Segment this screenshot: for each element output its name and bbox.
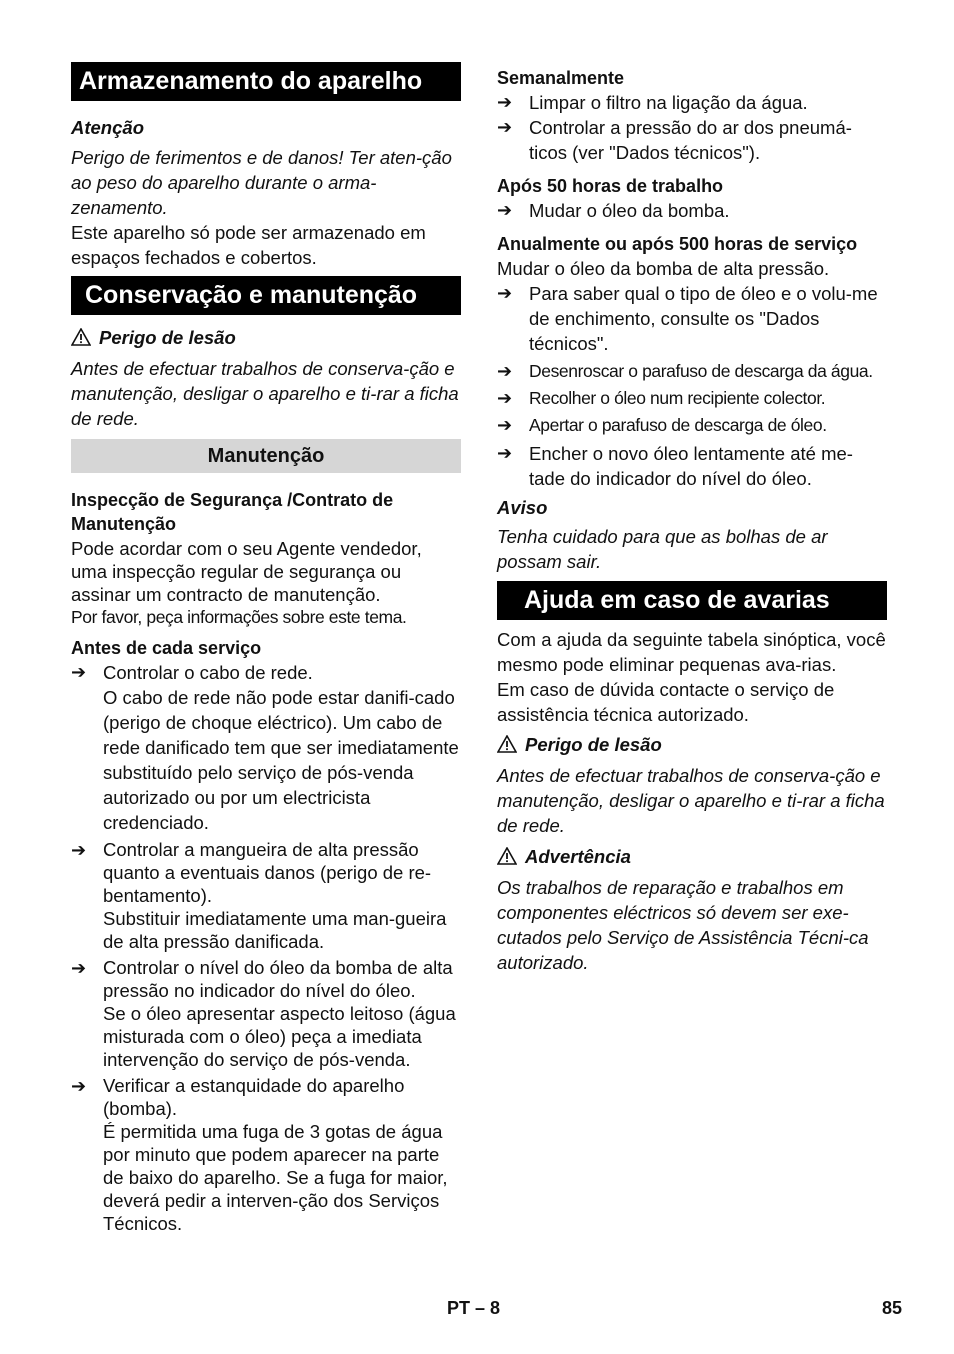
bullet-text: Para saber qual o tipo de óleo e o volu-me de enchimento, consulte os "Dados técnicos". (529, 283, 878, 354)
bullet-note: O cabo de rede não pode estar danifi-cado (perigo de choque eléctrico). Um cabo de rede danificado tem que ser imediatamente substituído pelo serviço de pós-venda autorizado ou por um electricista credenciado. (103, 687, 459, 833)
bullet-note: É permitida uma fuga de 3 gotas de água por minuto que podem aparecer na parte de baixo do aparelho. Se a fuga for maior, deverá pedir a interven-ção dos Serviços Técnicos. (103, 1121, 448, 1234)
list-item (497, 386, 887, 411)
storage-attention-text: Perigo de ferimentos e de danos! Ter aten-ção ao peso do aparelho durante o arma-zenamento. (71, 147, 452, 218)
bullet-row (71, 838, 461, 907)
danger-text: Antes de efectuar trabalhos de conserva-ção e manutenção, desligar o aparelho e ti-rar a ficha de rede. (71, 358, 459, 429)
list-item (497, 359, 887, 384)
heading-storage: Armazenamento do aparelho (71, 62, 461, 101)
list-item (71, 660, 461, 835)
bullet-row (71, 1074, 461, 1120)
warning-heading (497, 844, 887, 871)
bullet-text: Encher o novo óleo lentamente até me-tade do indicador do nível do óleo. (529, 443, 853, 489)
warning-triangle-icon (497, 846, 517, 871)
bullet-text: Desenroscar o parafuso de descarga da água. (529, 361, 873, 381)
help-text-1: Com a ajuda da seguinte tabela sinóptica, você mesmo pode eliminar pequenas ava-rias. (497, 629, 886, 675)
bullet-text: Recolher o óleo num recipiente colector. (529, 388, 826, 408)
page-number: 85 (882, 1298, 903, 1318)
arrow-right-icon: ➔ (497, 117, 513, 137)
danger-heading (71, 325, 461, 352)
bullet-text: Controlar a pressão do ar dos pneumá-ticos (ver "Dados técnicos"). (529, 117, 852, 163)
arrow-right-icon: ➔ (497, 283, 513, 303)
bullet-text: Apertar o parafuso de descarga de óleo. (529, 415, 827, 435)
inspection-text: Pode acordar com o seu Agente vendedor, uma inspecção regular de segurança ou assinar um contracto de manutenção. (71, 538, 422, 605)
bullet-row (71, 956, 461, 1002)
bullet-note: Substituir imediatamente uma man-gueira de alta pressão danificada. (103, 908, 447, 952)
annual-title: Anualmente ou após 500 horas de serviço (497, 234, 858, 254)
arrow-right-icon: ➔ (71, 1076, 87, 1096)
danger-title: Perigo de lesão (525, 734, 662, 755)
warning-triangle-icon (497, 734, 517, 759)
inspection-text-2: Por favor, peça informações sobre este tema. (71, 607, 407, 627)
warning-triangle-icon (71, 327, 91, 352)
list-item (71, 956, 461, 1071)
notice-text: Tenha cuidado para que as bolhas de ar possam sair. (497, 526, 828, 572)
heading-maintenance: Conservação e manutenção (71, 276, 461, 315)
annual-text: Mudar o óleo da bomba de alta pressão. (497, 258, 830, 279)
storage-attention-title: Atenção (71, 117, 144, 138)
bullet-text: Controlar o nível do óleo da bomba de alta pressão no indicador do nível do óleo. (103, 957, 453, 1001)
bullet-text: Controlar o cabo de rede. (103, 662, 313, 683)
heading-manutencao: Manutenção (71, 439, 461, 473)
before-service-title: Antes de cada serviço (71, 638, 262, 658)
warning-title: Advertência (525, 846, 631, 867)
arrow-right-icon: ➔ (71, 840, 87, 860)
arrow-right-icon: ➔ (497, 388, 513, 408)
notice-title: Aviso (497, 497, 548, 518)
list-item (497, 115, 887, 165)
arrow-right-icon: ➔ (497, 200, 513, 220)
storage-text: Este aparelho só pode ser armazenado em espaços fechados e cobertos. (71, 222, 426, 268)
arrow-right-icon: ➔ (71, 662, 87, 682)
arrow-right-icon: ➔ (497, 443, 513, 463)
list-item (71, 838, 461, 953)
bullet-text: Verificar a estanquidade do aparelho (bomba). (103, 1075, 405, 1119)
arrow-right-icon: ➔ (71, 958, 87, 978)
bullet-text: Mudar o óleo da bomba. (529, 200, 730, 221)
list-item (71, 1074, 461, 1235)
inspection-title: Inspecção de Segurança /Contrato de Manutenção (71, 490, 394, 534)
danger-text: Antes de efectuar trabalhos de conserva-ção e manutenção, desligar o aparelho e ti-rar a ficha de rede. (497, 765, 885, 836)
arrow-right-icon: ➔ (497, 92, 513, 112)
help-text-2: Em caso de dúvida contacte o serviço de assistência técnica autorizado. (497, 679, 835, 725)
arrow-right-icon: ➔ (497, 415, 513, 435)
list-item (497, 198, 887, 223)
bullet-text: Controlar a mangueira de alta pressão quanto a eventuais danos (perigo de re-bentamento). (103, 839, 432, 906)
bullet-note: Se o óleo apresentar aspecto leitoso (água misturada com o óleo) peça a imediata intervenção do serviço de pós-venda. (103, 1003, 456, 1070)
bullet-row (71, 660, 461, 685)
list-item (497, 90, 887, 115)
left-column (71, 62, 461, 1235)
right-column (497, 66, 887, 975)
after-50-title: Após 50 horas de trabalho (497, 176, 724, 196)
warning-text: Os trabalhos de reparação e trabalhos em componentes eléctricos só devem ser exe-cutados pelo Serviço de Assistência Técni-ca autorizado. (497, 877, 869, 973)
heading-help: Ajuda em caso de avarias (497, 581, 887, 620)
list-item (497, 281, 887, 356)
arrow-right-icon: ➔ (497, 361, 513, 381)
weekly-title: Semanalmente (497, 68, 625, 88)
bullet-text: Limpar o filtro na ligação da água. (529, 92, 808, 113)
footer-language-page: PT – 8 (447, 1298, 501, 1318)
list-item (497, 441, 887, 491)
danger-title: Perigo de lesão (99, 327, 236, 348)
danger-heading (497, 732, 887, 759)
list-item (497, 413, 887, 438)
